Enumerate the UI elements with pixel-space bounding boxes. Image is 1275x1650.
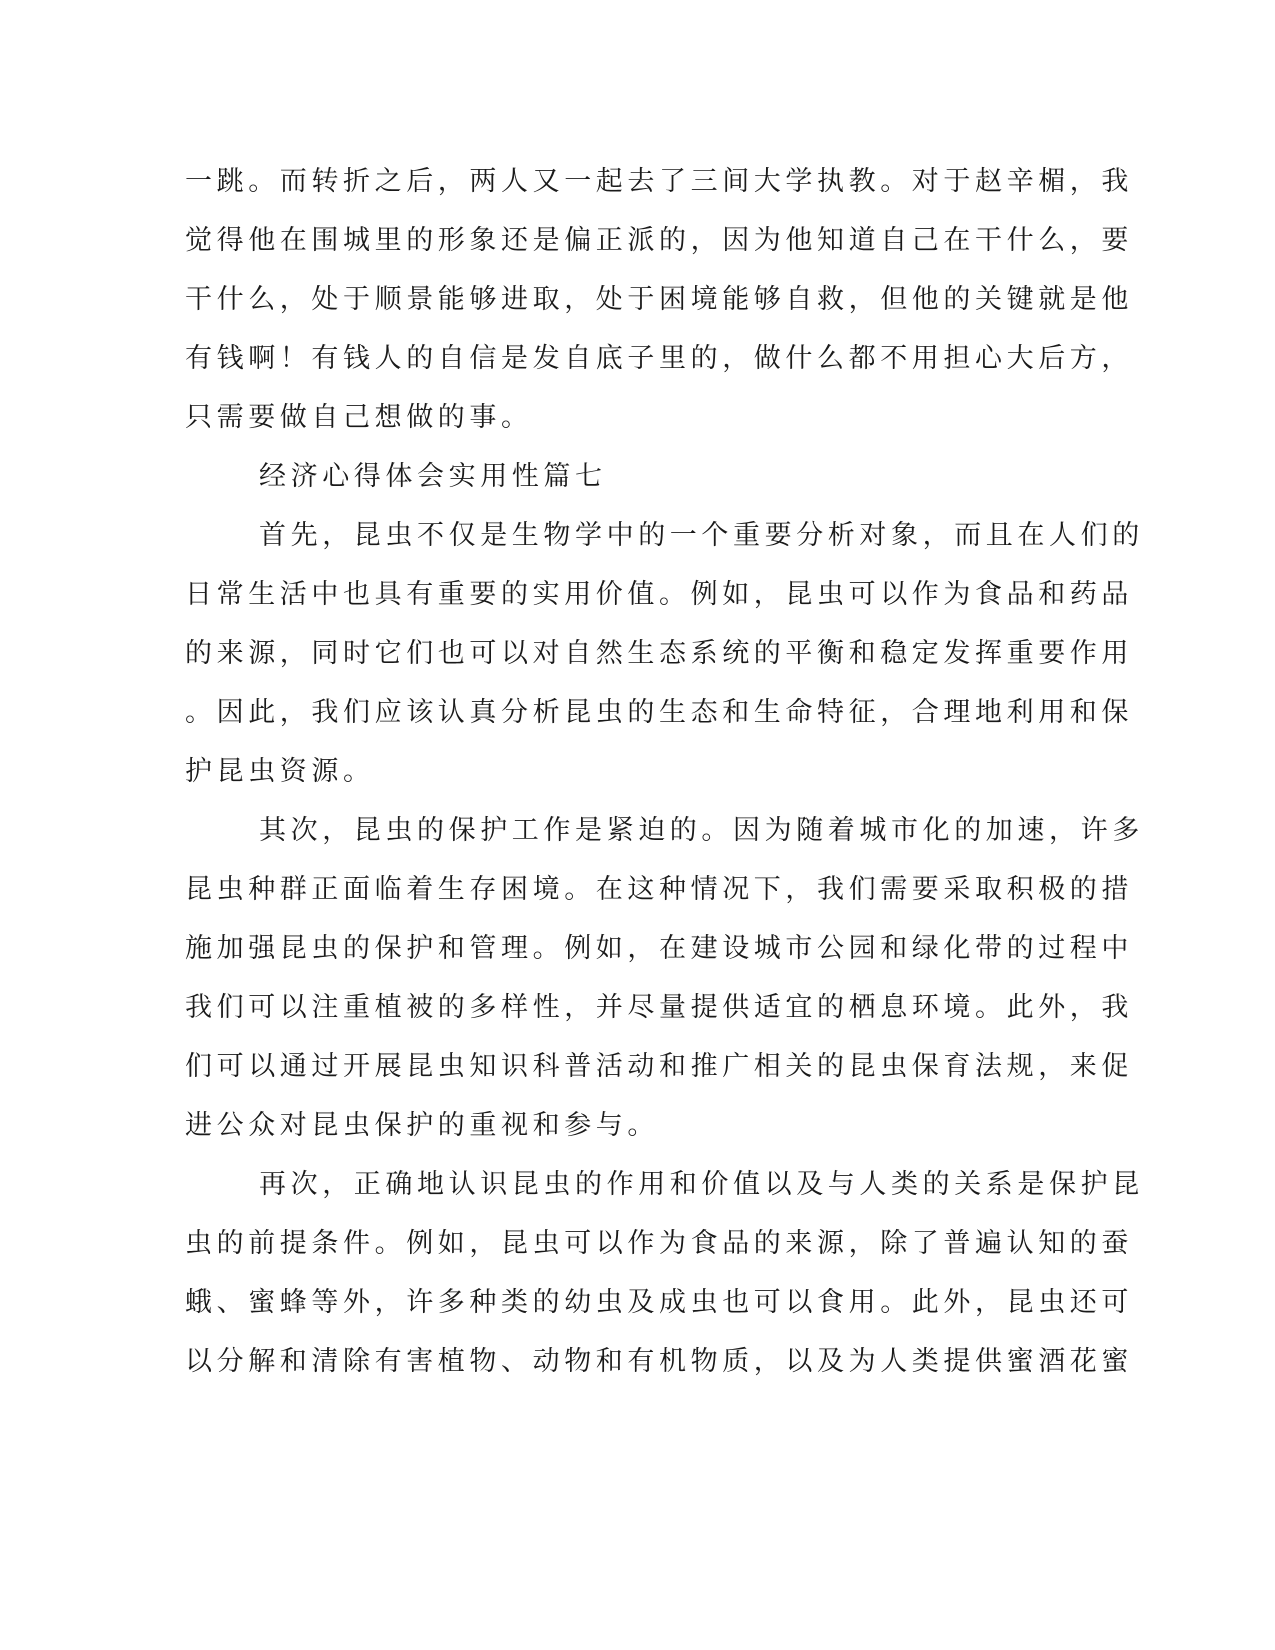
text-line: 进公众对昆虫保护的重视和参与。 — [185, 1110, 659, 1141]
text-line: 一跳。而转折之后，两人又一起去了三间大学执教。对于赵辛楣，我 — [185, 166, 1133, 197]
text-line: 施加强昆虫的保护和管理。例如，在建设城市公园和绿化带的过程中 — [185, 933, 1133, 964]
text-line: 有钱啊！有钱人的自信是发自底子里的，做什么都不用担心大后方， — [185, 343, 1133, 374]
text-line: 昆虫种群正面临着生存困境。在这种情况下，我们需要采取积极的措 — [185, 874, 1133, 905]
text-line: 虫的前提条件。例如，昆虫可以作为食品的来源，除了普遍认知的蚕 — [185, 1228, 1133, 1259]
paragraph-first-line: 再次，正确地认识昆虫的作用和价值以及与人类的关系是保护昆 — [259, 1169, 1144, 1200]
text-line: 我们可以注重植被的多样性，并尽量提供适宜的栖息环境。此外，我 — [185, 992, 1133, 1023]
text-line: 干什么，处于顺景能够进取，处于困境能够自救，但他的关键就是他 — [185, 284, 1133, 315]
text-line: 的来源，同时它们也可以对自然生态系统的平衡和稳定发挥重要作用 — [185, 638, 1133, 669]
text-line: 觉得他在围城里的形象还是偏正派的，因为他知道自己在干什么，要 — [185, 225, 1133, 256]
text-line: 蛾、蜜蜂等外，许多种类的幼虫及成虫也可以食用。此外，昆虫还可 — [185, 1287, 1133, 1318]
text-line: 护昆虫资源。 — [185, 756, 375, 787]
paragraph-first-line: 首先，昆虫不仅是生物学中的一个重要分析对象，而且在人们的 — [259, 520, 1144, 551]
text-line: 。因此，我们应该认真分析昆虫的生态和生命特征，合理地利用和保 — [185, 697, 1133, 728]
section-heading: 经济心得体会实用性篇七 — [259, 461, 607, 492]
text-line: 们可以通过开展昆虫知识科普活动和推广相关的昆虫保育法规，来促 — [185, 1051, 1133, 1082]
text-line: 以分解和清除有害植物、动物和有机物质，以及为人类提供蜜酒花蜜 — [185, 1346, 1133, 1377]
text-line: 日常生活中也具有重要的实用价值。例如，昆虫可以作为食品和药品 — [185, 579, 1133, 610]
text-line: 只需要做自己想做的事。 — [185, 402, 533, 433]
paragraph-first-line: 其次，昆虫的保护工作是紧迫的。因为随着城市化的加速，许多 — [259, 815, 1144, 846]
